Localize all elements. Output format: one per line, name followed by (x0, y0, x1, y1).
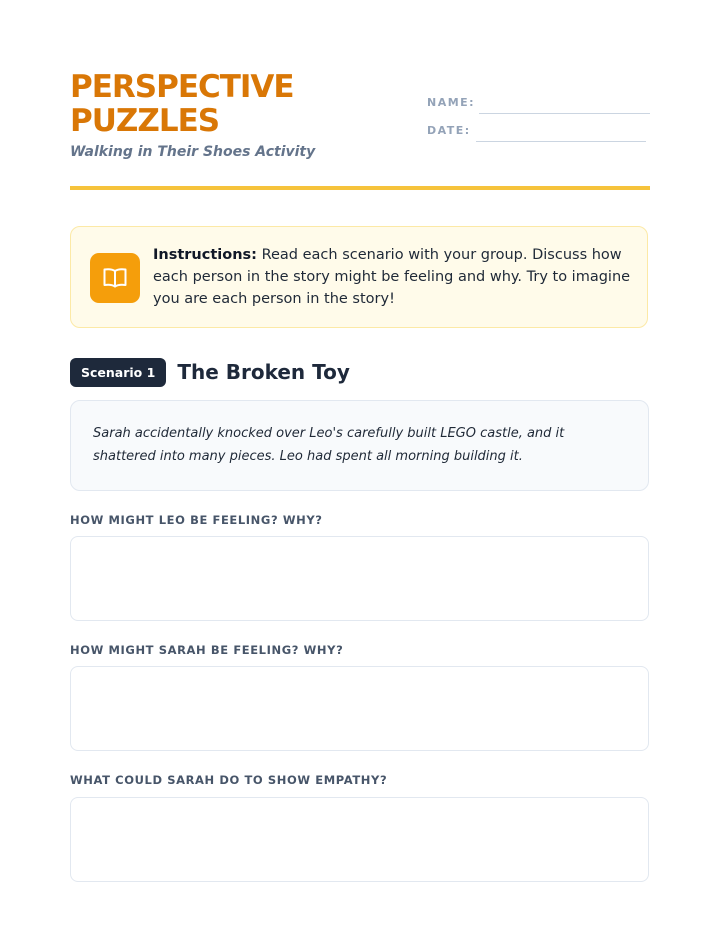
name-date-fields (427, 96, 650, 152)
answer-box-leo-feeling[interactable] (70, 536, 649, 621)
question-label: HOW MIGHT SARAH BE FEELING? WHY? (70, 643, 344, 657)
worksheet-subtitle: Walking in Their Shoes Activity (70, 144, 316, 160)
question-label: HOW MIGHT LEO BE FEELING? WHY? (70, 513, 323, 527)
worksheet-page (70, 0, 650, 787)
answer-box-empathy[interactable] (70, 797, 649, 882)
instructions-box (70, 226, 648, 328)
scenario-story: Sarah accidentally knocked over Leo's carefully built LEGO castle, and it shattered into many pieces. Leo had spent all morning building it. (70, 400, 649, 491)
worksheet-header (70, 0, 650, 192)
worksheet-title: PERSPECTIVE PUZZLES (70, 69, 294, 139)
open-book-icon (90, 253, 140, 303)
date-field[interactable] (476, 141, 646, 142)
scenario-title: The Broken Toy (177, 360, 350, 384)
date-row (427, 124, 650, 152)
scenario-header (70, 357, 350, 387)
date-label: DATE: (427, 124, 471, 137)
header-divider (70, 186, 650, 190)
instructions-body: Read each scenario with your group. Discuss how each person in the story might be feeling and why. Try to imagine you are each person in the story! (153, 247, 631, 307)
instructions-label: Instructions: (153, 247, 257, 263)
name-label: NAME: (427, 96, 476, 109)
question-label: WHAT COULD SARAH DO TO SHOW EMPATHY? (70, 773, 388, 787)
instructions-text (153, 244, 633, 310)
scenario-badge: Scenario 1 (70, 358, 166, 387)
name-row (427, 96, 650, 124)
name-field[interactable] (479, 113, 650, 114)
answer-box-sarah-feeling[interactable] (70, 666, 649, 751)
